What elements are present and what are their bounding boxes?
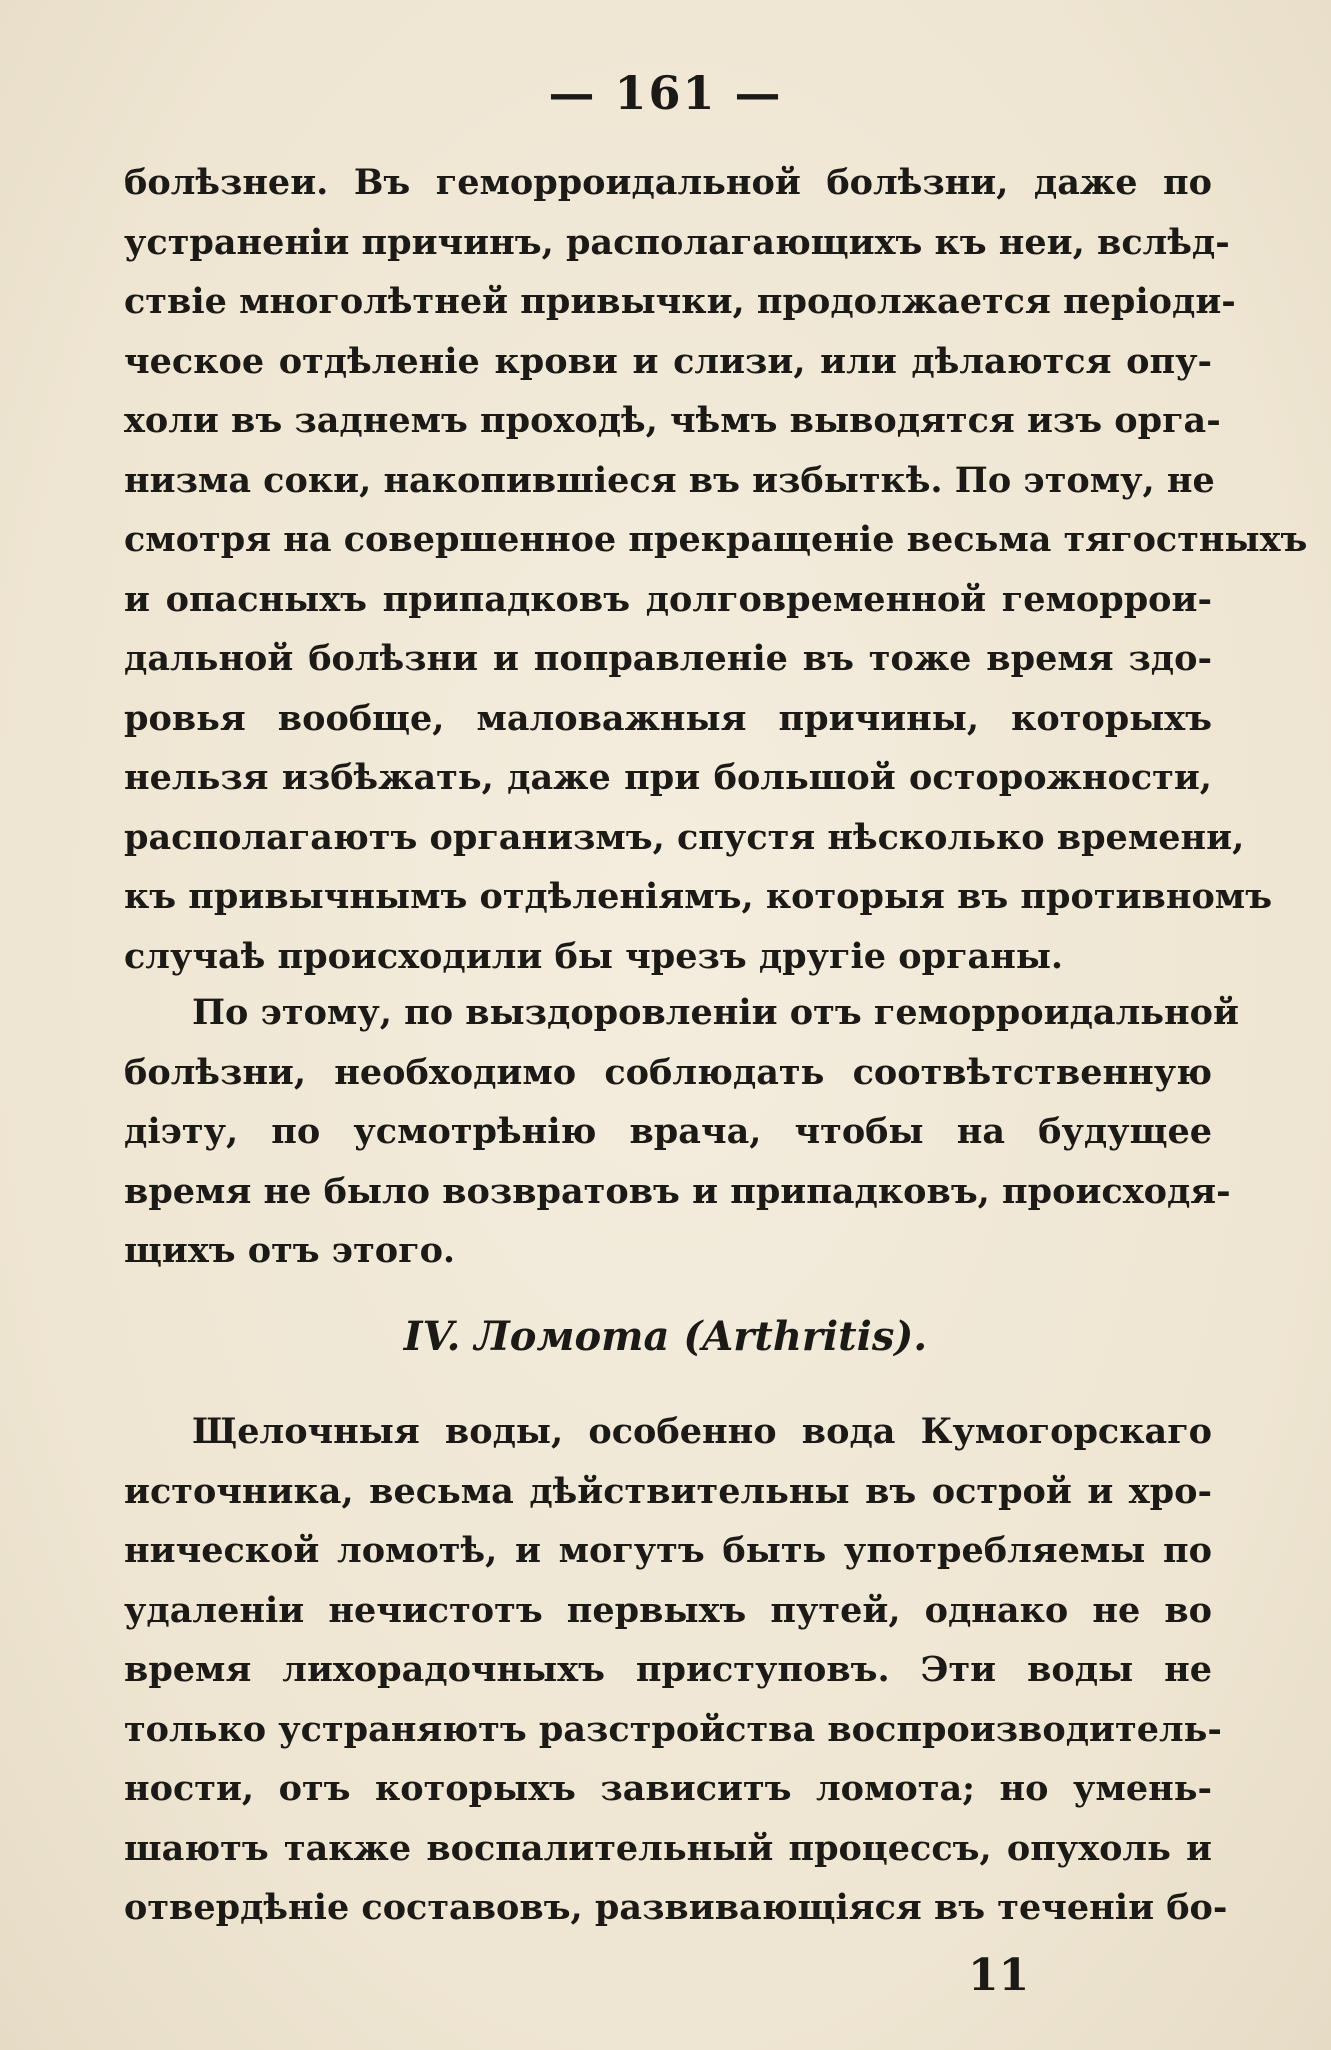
text-line: шаютъ также воспалительный процессъ, опухоль и — [124, 1827, 1212, 1869]
text-line: нической ломотѣ, и могутъ быть употребляемы по — [124, 1530, 1212, 1571]
text-line: ровья вообще, маловажныя причины, которыхъ — [124, 697, 1212, 739]
page-number: — 161 — — [548, 66, 783, 120]
signature-mark: 11 — [968, 1950, 1030, 2001]
text-line: время лихорадочныхъ приступовъ. Эти воды не — [124, 1649, 1212, 1690]
text-line: и опасныхъ припадковъ долговременной геморрои- — [124, 578, 1212, 620]
text-line: случаѣ происходили бы чрезъ другіе органы. — [124, 935, 1064, 977]
paragraph-3 — [124, 1402, 1228, 1938]
text-line: діэту, по усмотрѣнію врача, чтобы на будущее — [124, 1111, 1212, 1152]
text-line: дальной болѣзни и поправленіе въ тоже время здо- — [124, 638, 1212, 679]
text-line: ческое отдѣленіе крови и слизи, или дѣлаются опу- — [124, 340, 1212, 382]
text-line: болѣзни, необходимо соблюдать соотвѣтственную — [124, 1051, 1212, 1093]
text-line: смотря на совершенное прекращеніе весьма тягостныхъ — [124, 519, 1308, 560]
text-line: болѣзнеи. Въ геморроидальной болѣзни, даже по — [124, 162, 1212, 203]
text-line: располагаютъ организмъ, спустя нѣсколько времени, — [124, 816, 1245, 858]
paragraph-1 — [124, 153, 1308, 986]
text-line: низма соки, накопившіеся въ избыткѣ. По этому, не — [124, 459, 1215, 501]
text-line: къ привычнымъ отдѣленіямъ, которыя въ противномъ — [124, 876, 1273, 917]
text-line: устраненіи причинъ, располагающихъ къ неи, вслѣд- — [124, 221, 1230, 263]
text-line: удаленіи нечистотъ первыхъ путей, однако не во — [124, 1589, 1212, 1631]
text-line: По этому, по выздоровленіи отъ геморроидальной — [192, 992, 1239, 1033]
text-line: отвердѣніе составовъ, развивающіяся въ теченіи бо- — [124, 1887, 1228, 1928]
text-line: нельзя избѣжать, даже при большой осторожности, — [124, 757, 1212, 798]
text-line: только устраняютъ разстройства воспроизводитель- — [124, 1708, 1222, 1750]
text-line: ствіе многолѣтней привычки, продолжается періоди- — [124, 281, 1236, 322]
section-heading: IV. Ломота (Arthritis). — [403, 1313, 928, 1360]
text-line: щихъ отъ этого. — [124, 1230, 456, 1271]
text-line: Щелочныя воды, особенно вода Кумогорскаго — [192, 1411, 1212, 1452]
text-line: источника, весьма дѣйствительны въ острой и хро- — [124, 1470, 1212, 1512]
paragraph-2 — [124, 983, 1239, 1281]
text-line: холи въ заднемъ проходѣ, чѣмъ выводятся изъ орга- — [124, 400, 1221, 441]
text-line: время не было возвратовъ и припадковъ, происходя- — [124, 1170, 1231, 1212]
text-line: ности, отъ которыхъ зависитъ ломота; но умень- — [124, 1768, 1212, 1809]
